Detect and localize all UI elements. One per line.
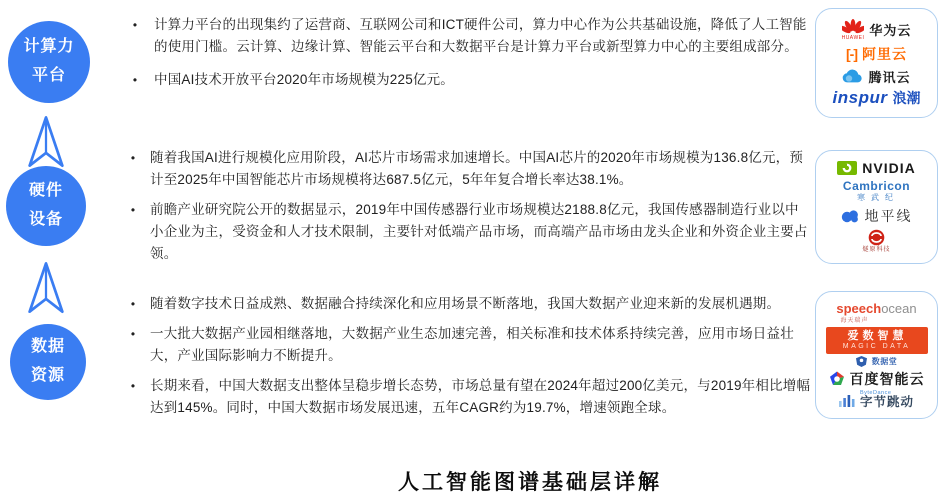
bullet-item [125,293,811,315]
bytedance-wordmark: ByteDance [859,390,892,397]
bullet-item [125,323,811,367]
logo-label: 爱数智慧 [847,329,908,342]
layer-circle-hardware-devices [6,166,86,246]
logo-enflame [862,229,890,254]
speechocean-wordmark: speechocean [836,300,917,316]
cambricon-wordmark: Cambricon [842,178,911,193]
logo-label: 华为云 [869,22,912,38]
bullet-item [125,199,811,265]
logo-label: 数据堂 [871,356,898,366]
layer-circle-computing-platform [8,21,90,103]
alibaba-bracket-icon: [-] [846,45,857,62]
bullet-text: 随着数字技术日益成熟、数据融合持续深化和应用场景不断落地，我国大数据产业迎来新的发展机遇期。 [150,296,781,311]
up-arrow-icon [26,113,66,171]
logo-box-computing-platform [815,8,938,118]
bullet-marker: • [130,297,136,311]
logo-magic-data [826,327,928,355]
logo-baidu-ai-cloud [829,369,925,389]
bullet-item [125,69,811,91]
bullet-text: 中国AI技术开放平台2020年市场规模为225亿元。 [154,72,455,87]
logo-label: 腾讯云 [868,69,911,85]
logo-alibaba-cloud [846,44,907,64]
up-arrow-icon [26,259,66,317]
magicdata-wordmark: MAGIC DATA [842,342,911,350]
logo-label: NVIDIA [862,160,916,177]
bullets-hardware-devices [125,147,811,273]
tencent-cloud-icon [842,69,863,83]
bullet-marker: • [132,18,138,32]
logo-label: 地平线 [864,207,913,224]
circle-label-line: 计算力 [23,38,75,56]
bullet-text: 一大批大数据产业园相继落地，大数据产业生态加速完善，相关标准和技术体系持续完善，应用市场日益壮大，产业国际影响力不断提升。 [150,326,794,363]
nvidia-eye-icon [837,161,857,175]
bytedance-bars-icon [839,393,855,407]
logo-nvidia [837,160,915,176]
logo-horizon-robotics [841,206,913,226]
bullets-computing-platform [125,14,811,102]
enflame-circle-icon [868,229,885,246]
logo-box-hardware-devices [815,150,938,264]
bullet-item [125,14,811,58]
datatang-shield-icon [856,356,867,367]
logo-label: 百度智能云 [849,370,925,387]
logo-bytedance [839,390,914,410]
baidu-cloud-icon [829,371,845,387]
bytedance-text [860,390,914,410]
bullet-marker: • [130,151,136,165]
logo-inspur [833,88,921,108]
logo-cambricon [843,180,910,203]
huawei-flower-icon [842,18,865,42]
circle-label-line: 数据 [30,338,65,356]
logo-huawei-cloud [842,18,912,42]
bullet-item [125,147,811,191]
logo-speechocean [836,300,916,325]
logo-tencent-cloud [842,67,910,86]
bullet-text: 计算力平台的出现集约了运营商、互联网公司和ICT硬件公司，算力中心作为公共基础设施，降低了人工智能的使用门槛。云计算、边缘计算、智能云平台和大数据平台是计算力平台或新型算力中心的主要组成部分。 [154,17,807,54]
circle-label-line: 硬件 [28,182,63,200]
logo-label: 寒武纪 [857,192,899,202]
bullet-text: 前瞻产业研究院公开的数据显示，2019年中国传感器行业市场规模达2188.8亿元，我国传感器制造行业以中小企业为主，受资金和人才技术限制，主要针对低端产品市场，而高端产品市场由龙头企业和外资企业主要占领。 [150,202,808,261]
circle-label-line: 资源 [30,367,65,384]
layer-circle-data-resources [10,324,86,400]
logo-box-data-resources [815,291,938,419]
bullets-data-resources [125,293,811,427]
bullet-text: 随着我国AI进行规模化应用阶段，AI芯片市场需求加速增长。中国AI芯片的2020年市场规模为136.8亿元，预计至2025年中国智能芯片市场规模将达687.5亿元，5年年复合增长率达38.1%。 [150,150,804,187]
inspur-wordmark: inspur [832,88,888,108]
logo-datatang [856,356,898,367]
bullet-marker: • [130,327,136,341]
bullet-text: 长期来看，中国大数据支出整体呈稳步增长态势，市场总量有望在2024年超过200亿美元，与2019年相比增幅达到145%。同时，中国大数据市场发展迅速，五年CAGR约为19.7%，增速领跑全球。 [150,378,811,415]
logo-label: 海天瑞声 [840,318,869,325]
circle-label-line: 平台 [31,67,66,84]
circle-label-line: 设备 [28,211,63,228]
logo-label: 浪潮 [892,90,921,107]
logo-label: 燧原科技 [862,247,891,254]
huawei-brand-text: HUAWEI [841,34,865,41]
bullet-marker: • [132,73,138,87]
bullet-marker: • [130,203,136,217]
bullet-text-column [125,0,811,460]
page-title: 人工智能图谱基础层详解 [398,471,662,494]
logo-label: 字节跳动 [859,395,914,410]
horizon-brain-icon [841,209,860,223]
bullet-marker: • [130,379,136,393]
bullet-item [125,375,811,419]
logo-label: 阿里云 [862,45,907,62]
